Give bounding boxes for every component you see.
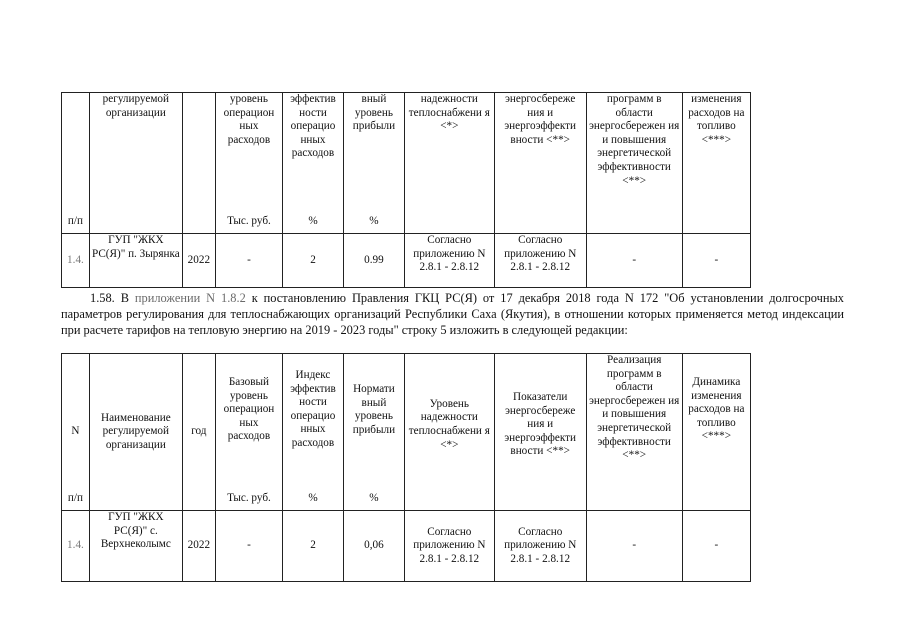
paragraph-text: к постановлению Правления ГКЦ РС(Я) от 17 декабря 2018 года N 172 "Об установлении долгосрочных параметров регулирования для теплоснабжающих организаций Республики Саха (Якутия), в отношении которых применяется метод индексации при расчете тарифов на тепловую энергию на 2019 - 2023 годы" строку 5 изложить в следующей редакции: — [61, 291, 844, 338]
row-programs: - — [586, 234, 682, 288]
row-efficiency-index: 2 — [283, 234, 344, 288]
header-energy-saving-label: Показатели энергосбереже ния и энергоэффекти вности <**> — [504, 391, 577, 458]
table-zyryanka — [61, 92, 751, 288]
table-row — [62, 234, 751, 288]
header-energy-saving: энергосбереже ния и энергоэффекти вности <**> — [494, 93, 586, 234]
header-efficiency-index-label: эффектив ности операцио нных расходов — [290, 93, 336, 160]
header-number — [62, 354, 90, 511]
row-fuel-dynamics: - — [682, 511, 750, 582]
table-row — [62, 511, 751, 582]
row-organization: ГУП "ЖКХ РС(Я)" п. Зырянка — [89, 234, 182, 288]
header-year: год — [182, 354, 215, 511]
header-profit-level-label: вный уровень прибыли — [352, 93, 396, 133]
header-org: Наименование регулируемой организации — [89, 354, 182, 511]
row-programs: - — [586, 511, 682, 582]
header-profit-level-unit: % — [369, 215, 379, 228]
header-base-opex — [215, 354, 282, 511]
row-year: 2022 — [182, 234, 215, 288]
header-fuel-dynamics — [682, 354, 750, 511]
header-year — [182, 93, 215, 234]
header-base-opex-label: Базовый уровень операцион ных расходов — [223, 376, 275, 443]
row-profit-level: 0,06 — [343, 511, 404, 582]
row-number: 1.4. — [62, 511, 90, 582]
header-org: регулируемой организации — [89, 93, 182, 234]
row-fuel-dynamics: - — [682, 234, 750, 288]
row-reliability: Согласно приложению N 2.8.1 - 2.8.12 — [404, 511, 494, 582]
header-reliability: надежности теплоснабжени я <*> — [404, 93, 494, 234]
header-programs: Реализация программ в области энергосбережен ия и повышения энергетической эффективности <**> — [586, 354, 682, 511]
appendix-link[interactable]: приложении N 1.8.2 — [134, 291, 246, 305]
header-base-opex — [215, 93, 282, 234]
header-reliability — [404, 354, 494, 511]
header-programs: программ в области энергосбережен ия и повышения энергетической эффективности <**> — [586, 93, 682, 234]
header-npp: п/п — [62, 93, 90, 234]
row-base-opex: - — [215, 234, 282, 288]
row-number: 1.4. — [62, 234, 90, 288]
header-fuel-dynamics: изменения расходов на топливо <***> — [682, 93, 750, 234]
header-efficiency-index — [283, 354, 344, 511]
header-fuel-dynamics-label: Динамика изменения расходов на топливо <***> — [688, 376, 745, 443]
header-profit-level — [343, 93, 404, 234]
row-efficiency-index: 2 — [283, 511, 344, 582]
header-profit-level-unit: % — [369, 492, 379, 505]
header-base-opex-label: уровень операцион ных расходов — [223, 93, 275, 146]
row-organization: ГУП "ЖКХ РС(Я)" с. Верхнеколымс — [89, 511, 182, 582]
table-verkhnekolymsk — [61, 353, 751, 582]
header-base-opex-unit: Тыс. руб. — [227, 215, 271, 228]
table-header-row — [62, 93, 751, 234]
header-efficiency-index-unit: % — [308, 215, 318, 228]
row-year: 2022 — [182, 511, 215, 582]
paragraph-prefix: 1.58. В — [90, 291, 135, 305]
header-profit-level — [343, 354, 404, 511]
header-efficiency-index-label: Индекс эффектив ности операцио нных расходов — [290, 369, 336, 449]
header-energy-saving — [494, 354, 586, 511]
table-header-row — [62, 354, 751, 511]
header-npp-label: п/п — [67, 492, 83, 505]
header-base-opex-unit: Тыс. руб. — [227, 492, 271, 505]
row-energy-saving: Согласно приложению N 2.8.1 - 2.8.12 — [494, 511, 586, 582]
header-efficiency-index-unit: % — [308, 492, 318, 505]
header-reliability-label: Уровень надежности теплоснабжени я <*> — [408, 397, 490, 451]
amendment-paragraph — [61, 290, 844, 339]
row-base-opex: - — [215, 511, 282, 582]
row-reliability: Согласно приложению N 2.8.1 - 2.8.12 — [404, 234, 494, 288]
header-efficiency-index — [283, 93, 344, 234]
row-energy-saving: Согласно приложению N 2.8.1 - 2.8.12 — [494, 234, 586, 288]
header-n-label: N — [71, 425, 80, 438]
row-profit-level: 0.99 — [343, 234, 404, 288]
header-profit-level-label: Нормати вный уровень прибыли — [352, 383, 396, 436]
